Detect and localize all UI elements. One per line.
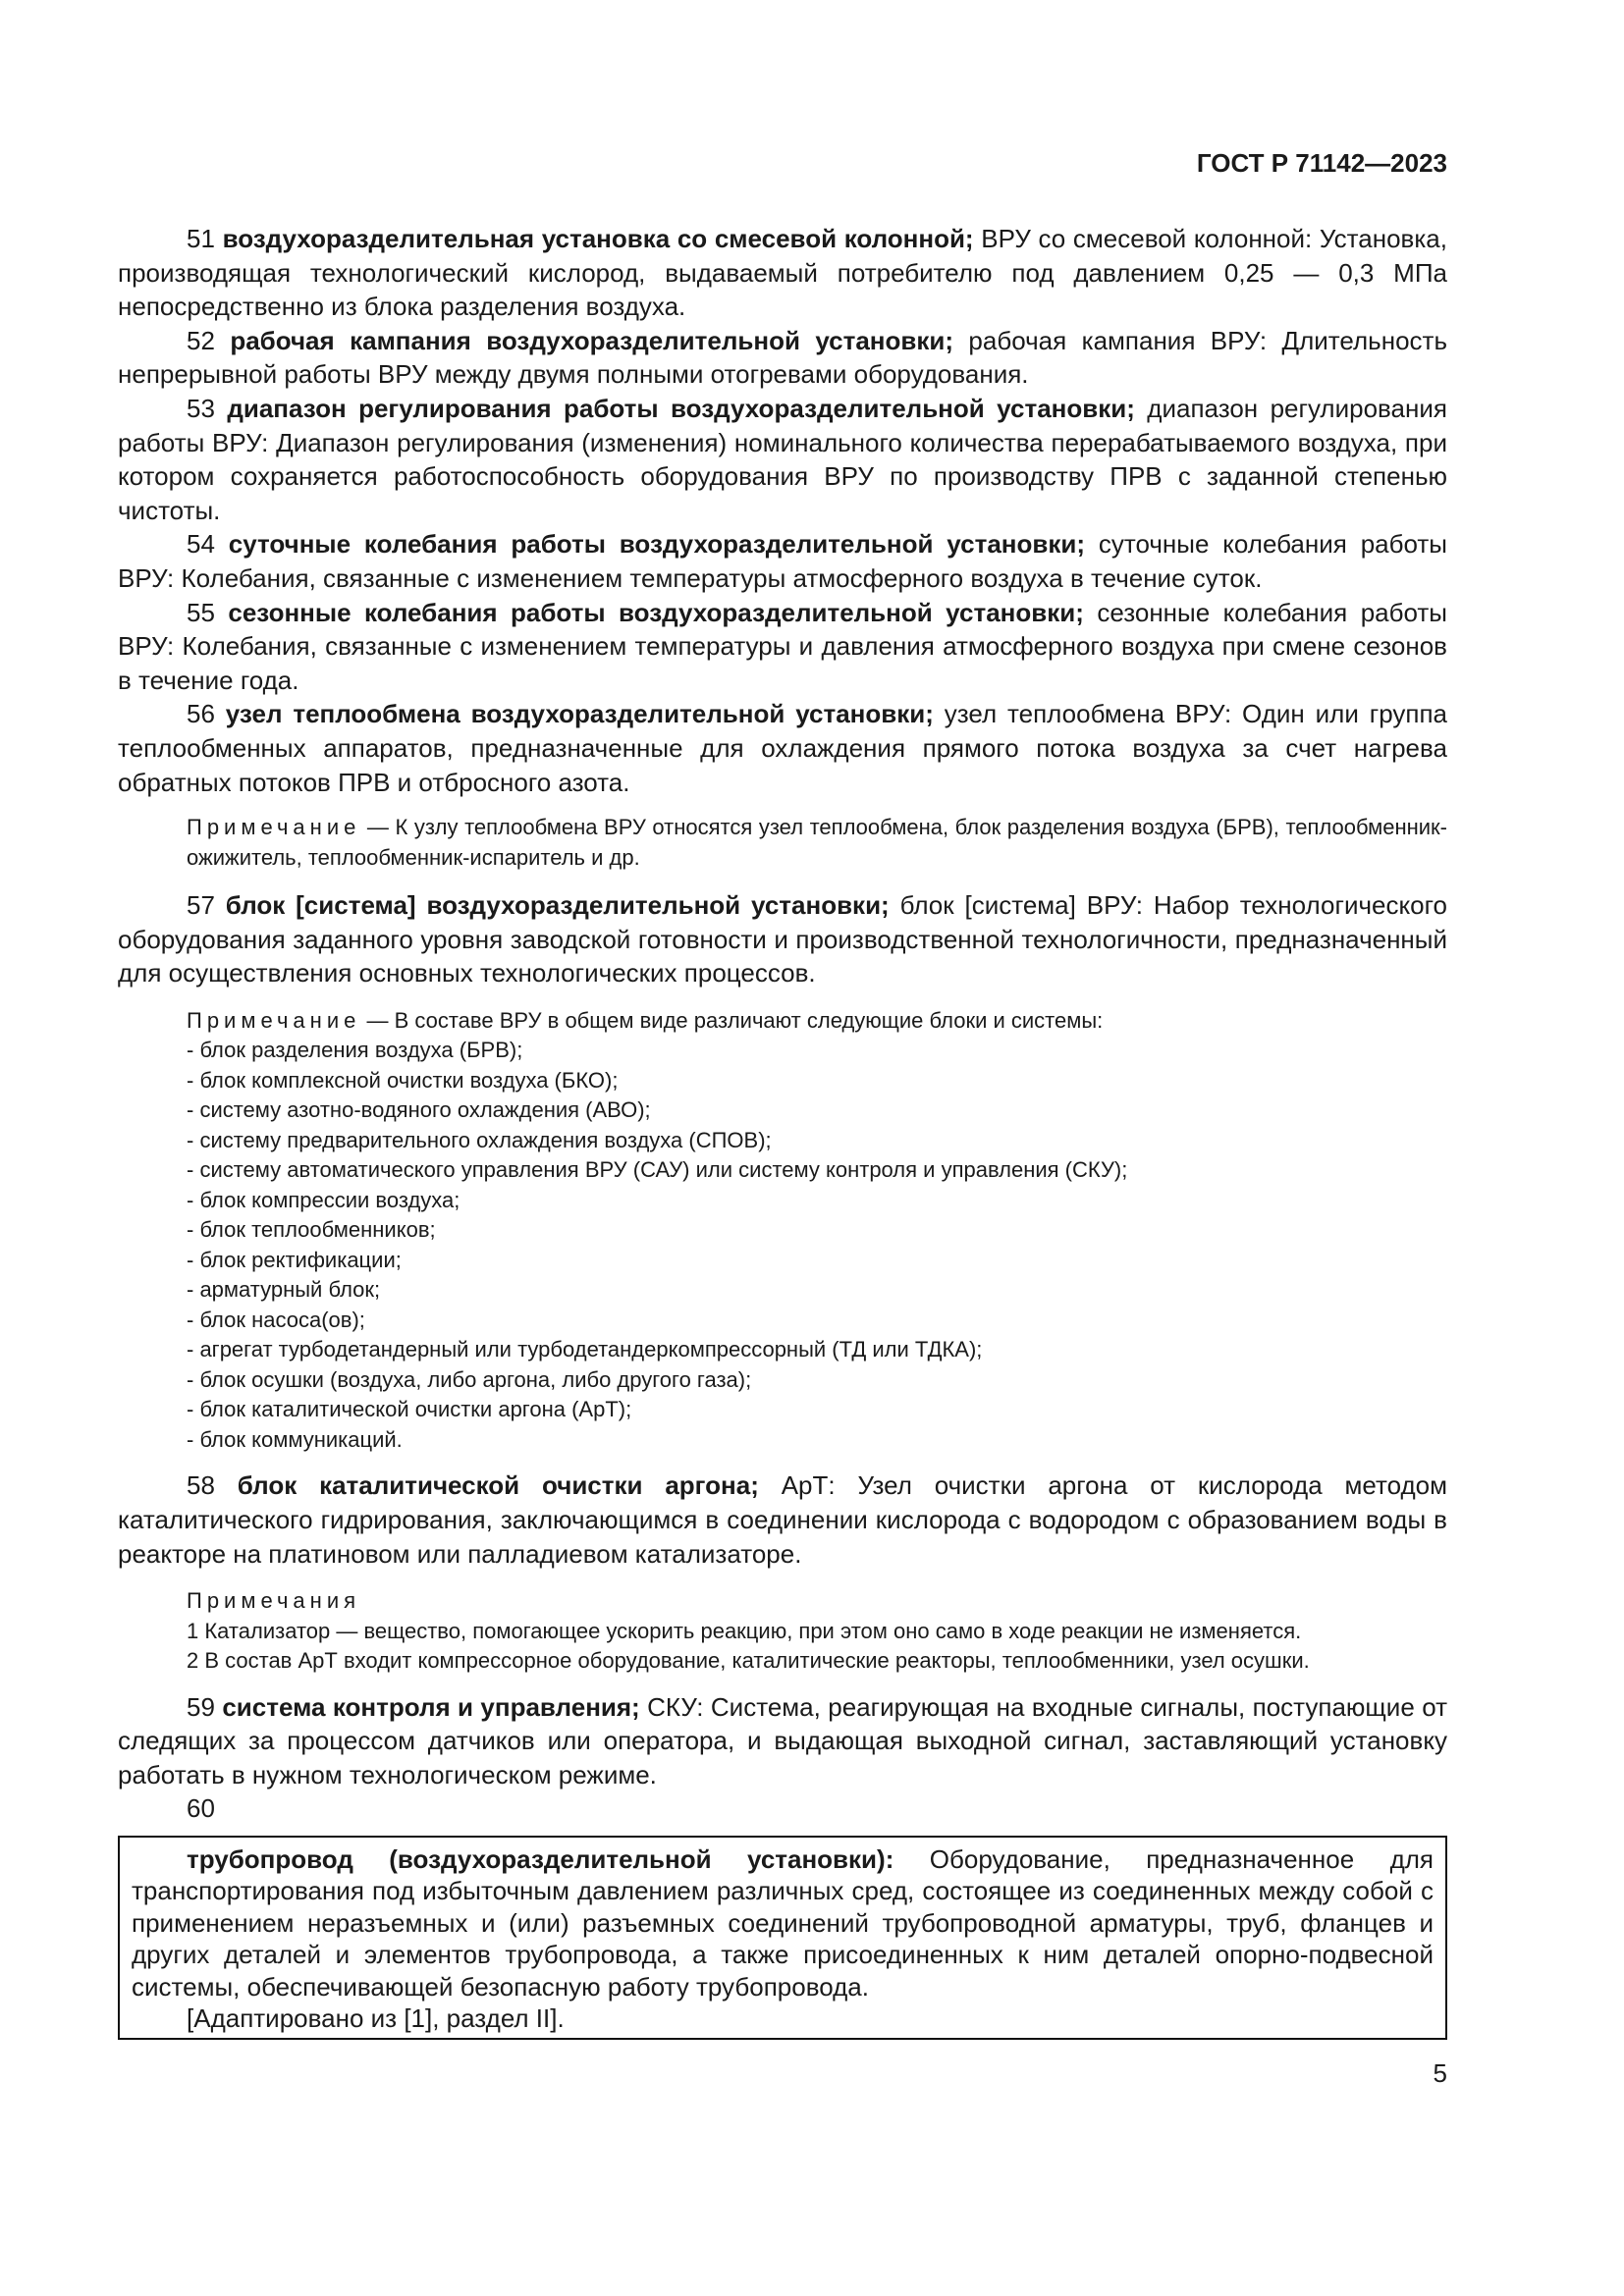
list-item: - блок коммуникаций.	[187, 1426, 403, 1452]
term-definition: блок [система] ВРУ: Набор технологического оборудования заданного уровня заводской готовности и производственной технологичности, предназначенный для осуществления основных технологических процессов.	[118, 890, 1447, 988]
note-label: Примечание	[187, 1007, 361, 1033]
term-definition: Оборудование, предназначенное для транспортирования под избыточным давлением различных сред, состоящее из соединенных между собой с применением неразъемных и (или) разъемных соединений трубопроводной арматуры, труб, фланцев и других деталей и элементов трубопровода, а также присоединенных к ним деталей опорно-подвесной системы, обеспечивающей безопасную работу трубопровода.	[132, 1844, 1434, 2002]
term-55	[118, 596, 1447, 698]
term-source: [Адаптировано из [1], раздел II].	[187, 2003, 565, 2034]
list-item: - арматурный блок;	[187, 1277, 381, 1303]
note-57	[118, 1006, 1447, 1456]
standard-id: ГОСТ Р 71142—2023	[1196, 148, 1447, 178]
list-item: - систему азотно-водяного охлаждения (АВО);	[187, 1097, 651, 1123]
term-60-number: 60	[187, 1793, 215, 1824]
term-title: система контроля и управления;	[222, 1691, 640, 1722]
page-number: 5	[1433, 2058, 1447, 2088]
term-number: 58	[187, 1470, 215, 1501]
term-definition: рабочая кампания ВРУ: Длительность непрерывной работы ВРУ между двумя полными отогревами оборудования.	[118, 325, 1447, 390]
terms-content	[118, 222, 1447, 2040]
term-definition: диапазон регулирования работы ВРУ: Диапазон регулирования (изменения) номинального количества перерабатываемого воздуха, при котором сохраняется работоспособность оборудования ВРУ по производству ПРВ с заданной степенью чистоты.	[118, 393, 1447, 525]
list-item: - систему автоматического управления ВРУ (САУ) или систему контроля и управления (СКУ);	[187, 1157, 1128, 1183]
term-number: 59	[187, 1691, 215, 1722]
term-59	[118, 1690, 1447, 1792]
list-item: - агрегат турбодетандерный или турбодетандеркомпрессорный (ТД или ТДКА);	[187, 1337, 983, 1362]
term-56	[118, 697, 1447, 799]
note-text: — В составе ВРУ в общем виде различают следующие блоки и системы:	[360, 1007, 1104, 1033]
note-56	[118, 813, 1447, 873]
term-number: 57	[187, 890, 215, 921]
term-title: рабочая кампания воздухоразделительной установки;	[230, 325, 954, 355]
list-item: - блок каталитической очистки аргона (АрТ);	[187, 1397, 632, 1422]
term-60-box	[118, 1836, 1447, 2040]
term-title: узел теплообмена воздухоразделительной установки;	[225, 699, 934, 729]
term-53	[118, 392, 1447, 527]
list-item: - блок ректификации;	[187, 1247, 402, 1272]
term-58	[118, 1468, 1447, 1571]
list-item: 1 Катализатор — вещество, помогающее ускорить реакцию, при этом оно само в ходе реакции не изменяется.	[187, 1618, 1302, 1643]
term-definition: сезонные колебания работы ВРУ: Колебания, связанные с изменением температуры и давления атмосферного воздуха при смене сезонов в течение года.	[118, 597, 1447, 695]
term-number: 54	[187, 529, 215, 560]
term-title: сезонные колебания работы воздухоразделительной установки;	[228, 597, 1084, 627]
term-title: блок [система] воздухоразделительной установки;	[225, 890, 890, 921]
term-number: 52	[187, 325, 215, 355]
term-definition: узел теплообмена ВРУ: Один или группа теплообменных аппаратов, предназначенные для охлаждения прямого потока воздуха за счет нагрева обратных потоков ПРВ и отбросного азота.	[118, 699, 1447, 797]
note-head	[187, 1006, 1447, 1037]
note-58	[118, 1586, 1447, 1677]
note-text: — К узлу теплообмена ВРУ относятся узел теплообмена, блок разделения воздуха (БРВ), теплообменник-ожижитель, теплообменник-испаритель и др.	[187, 815, 1447, 870]
term-definition: АрТ: Узел очистки аргона от кислорода методом каталитического гидрирования, заключающимся в соединении кислорода с водородом с образованием воды в реакторе на платиновом или палладиевом катализаторе.	[118, 1470, 1448, 1569]
term-number: 56	[187, 699, 215, 729]
term-title: воздухоразделительная установка со смесевой колонной;	[222, 224, 974, 253]
term-number: 51	[187, 224, 215, 253]
term-title: диапазон регулирования работы воздухоразделительной установки;	[227, 393, 1135, 423]
list-item: - блок осушки (воздуха, либо аргона, либо другого газа);	[187, 1366, 752, 1392]
term-52	[118, 324, 1447, 392]
term-title: блок каталитической очистки аргона;	[237, 1470, 759, 1501]
list-item: 2 В состав АрТ входит компрессорное оборудование, каталитические реакторы, теплообменники, узел осушки.	[187, 1648, 1310, 1674]
list-item: - блок разделения воздуха (БРВ);	[187, 1038, 523, 1063]
term-title: суточные колебания работы воздухоразделительной установки;	[228, 529, 1085, 560]
list-item: - блок насоса(ов);	[187, 1307, 365, 1332]
list-item: - систему предварительного охлаждения воздуха (СПОВ);	[187, 1127, 772, 1152]
term-57	[118, 888, 1447, 990]
term-definition: ВРУ со смесевой колонной: Установка, производящая технологический кислород, выдаваемый потребителю под давлением 0,25 — 0,3 МПа непосредственно из блока разделения воздуха.	[118, 224, 1447, 322]
term-number: 55	[187, 597, 215, 627]
term-definition: суточные колебания работы ВРУ: Колебания, связанные с изменением температуры атмосферного воздуха в течение суток.	[118, 529, 1447, 593]
term-title: трубопровод (воздухоразделительной установки):	[187, 1844, 894, 1875]
note-label: Примечание	[187, 815, 361, 840]
note-label: Примечания	[187, 1588, 361, 1614]
term-54	[118, 527, 1447, 595]
list-item: - блок комплексной очистки воздуха (БКО);	[187, 1067, 619, 1093]
list-item: - блок теплообменников;	[187, 1217, 436, 1243]
list-item: - блок компрессии воздуха;	[187, 1187, 460, 1212]
term-number: 53	[187, 393, 215, 423]
term-51	[118, 222, 1447, 324]
term-definition: СКУ: Система, реагирующая на входные сигналы, поступающие от следящих за процессом датчиков или оператора, и выдающая выходной сигнал, заставляющий установку работать в нужном технологическом режиме.	[118, 1691, 1447, 1789]
term-60	[132, 1843, 1434, 2002]
